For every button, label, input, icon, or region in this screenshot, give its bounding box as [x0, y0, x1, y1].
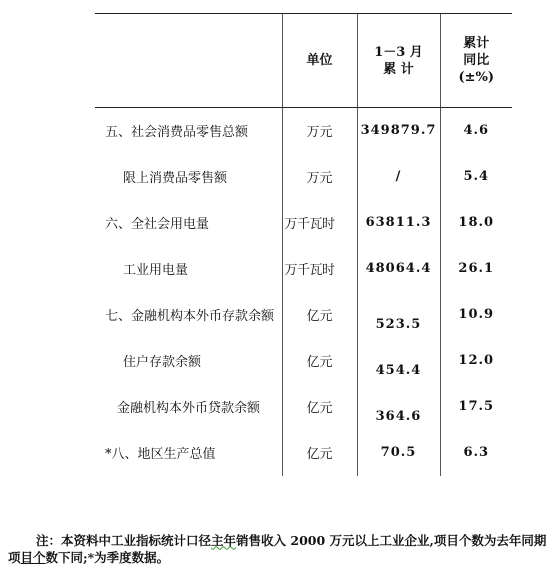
table-row: [95, 430, 512, 476]
row-item: *八、地区生产总值: [105, 447, 216, 462]
row-item: 工业用电量: [123, 263, 189, 278]
row-unit: 亿元: [282, 430, 357, 476]
table-row: [95, 292, 512, 338]
header-item: [95, 14, 282, 108]
row-pct: 18.0: [440, 200, 512, 246]
table-row: [95, 384, 512, 430]
row-item: 六、全社会用电量: [105, 217, 210, 232]
row-value: 454.4: [357, 338, 440, 384]
row-pct: 10.9: [440, 292, 512, 338]
row-value: 48064.4: [357, 246, 440, 292]
footnote: [8, 532, 556, 566]
header-unit: 单位: [282, 14, 357, 108]
row-unit: 万元: [282, 108, 357, 154]
table-row: [95, 338, 512, 384]
table-row: [95, 108, 512, 154]
row-pct: 6.3: [440, 430, 512, 476]
footnote-part2: 主年: [211, 532, 237, 548]
header-yoy-line3: (±%): [458, 70, 495, 85]
header-cumulative: [357, 14, 440, 108]
header-cumulative-line1: 1－3 月: [374, 44, 423, 60]
footnote-part1: 注：本资料中工业指标统计口径: [36, 532, 212, 548]
row-pct: 26.1: [440, 246, 512, 292]
row-item: 金融机构本外币贷款余额: [117, 401, 261, 416]
footnote-part4: 目个: [20, 549, 46, 565]
row-unit: 万元: [282, 154, 357, 200]
header-cumulative-line2: 累 计: [383, 61, 414, 77]
row-pct: 5.4: [440, 154, 512, 200]
statistics-table: [95, 13, 512, 476]
table-row: [95, 246, 512, 292]
table-row: [95, 200, 512, 246]
row-pct: 17.5: [440, 384, 512, 430]
header-yoy: [440, 14, 512, 108]
row-unit: 亿元: [282, 292, 357, 338]
row-pct: 12.0: [440, 338, 512, 384]
header-yoy-line2: 同比: [463, 53, 490, 68]
row-unit: 万千瓦时: [282, 246, 357, 292]
row-unit: 亿元: [282, 338, 357, 384]
row-value: /: [357, 154, 440, 200]
row-value: 63811.3: [357, 200, 440, 246]
row-item: 七、金融机构本外币存款余额: [105, 309, 275, 324]
row-item: 限上消费品零售额: [123, 171, 228, 186]
header-row: [95, 14, 512, 108]
row-item: 五、社会消费品零售总额: [105, 125, 249, 141]
table-row: [95, 154, 512, 200]
footnote-part5: 数下同;*为季度数据。: [45, 549, 170, 565]
row-pct: 4.6: [440, 108, 512, 154]
row-unit: 亿元: [282, 384, 357, 430]
row-value: 523.5: [357, 292, 440, 338]
footnote-part3: 销售收入 2000 万元以上工业企业,项目个数为去年同期项: [8, 532, 547, 565]
row-value: 364.6: [357, 384, 440, 430]
row-value: 349879.7: [357, 108, 440, 154]
row-item: 住户存款余额: [123, 355, 202, 370]
header-yoy-line1: 累计: [463, 36, 490, 51]
row-value: 70.5: [357, 430, 440, 476]
row-unit: 万千瓦时: [282, 200, 357, 246]
